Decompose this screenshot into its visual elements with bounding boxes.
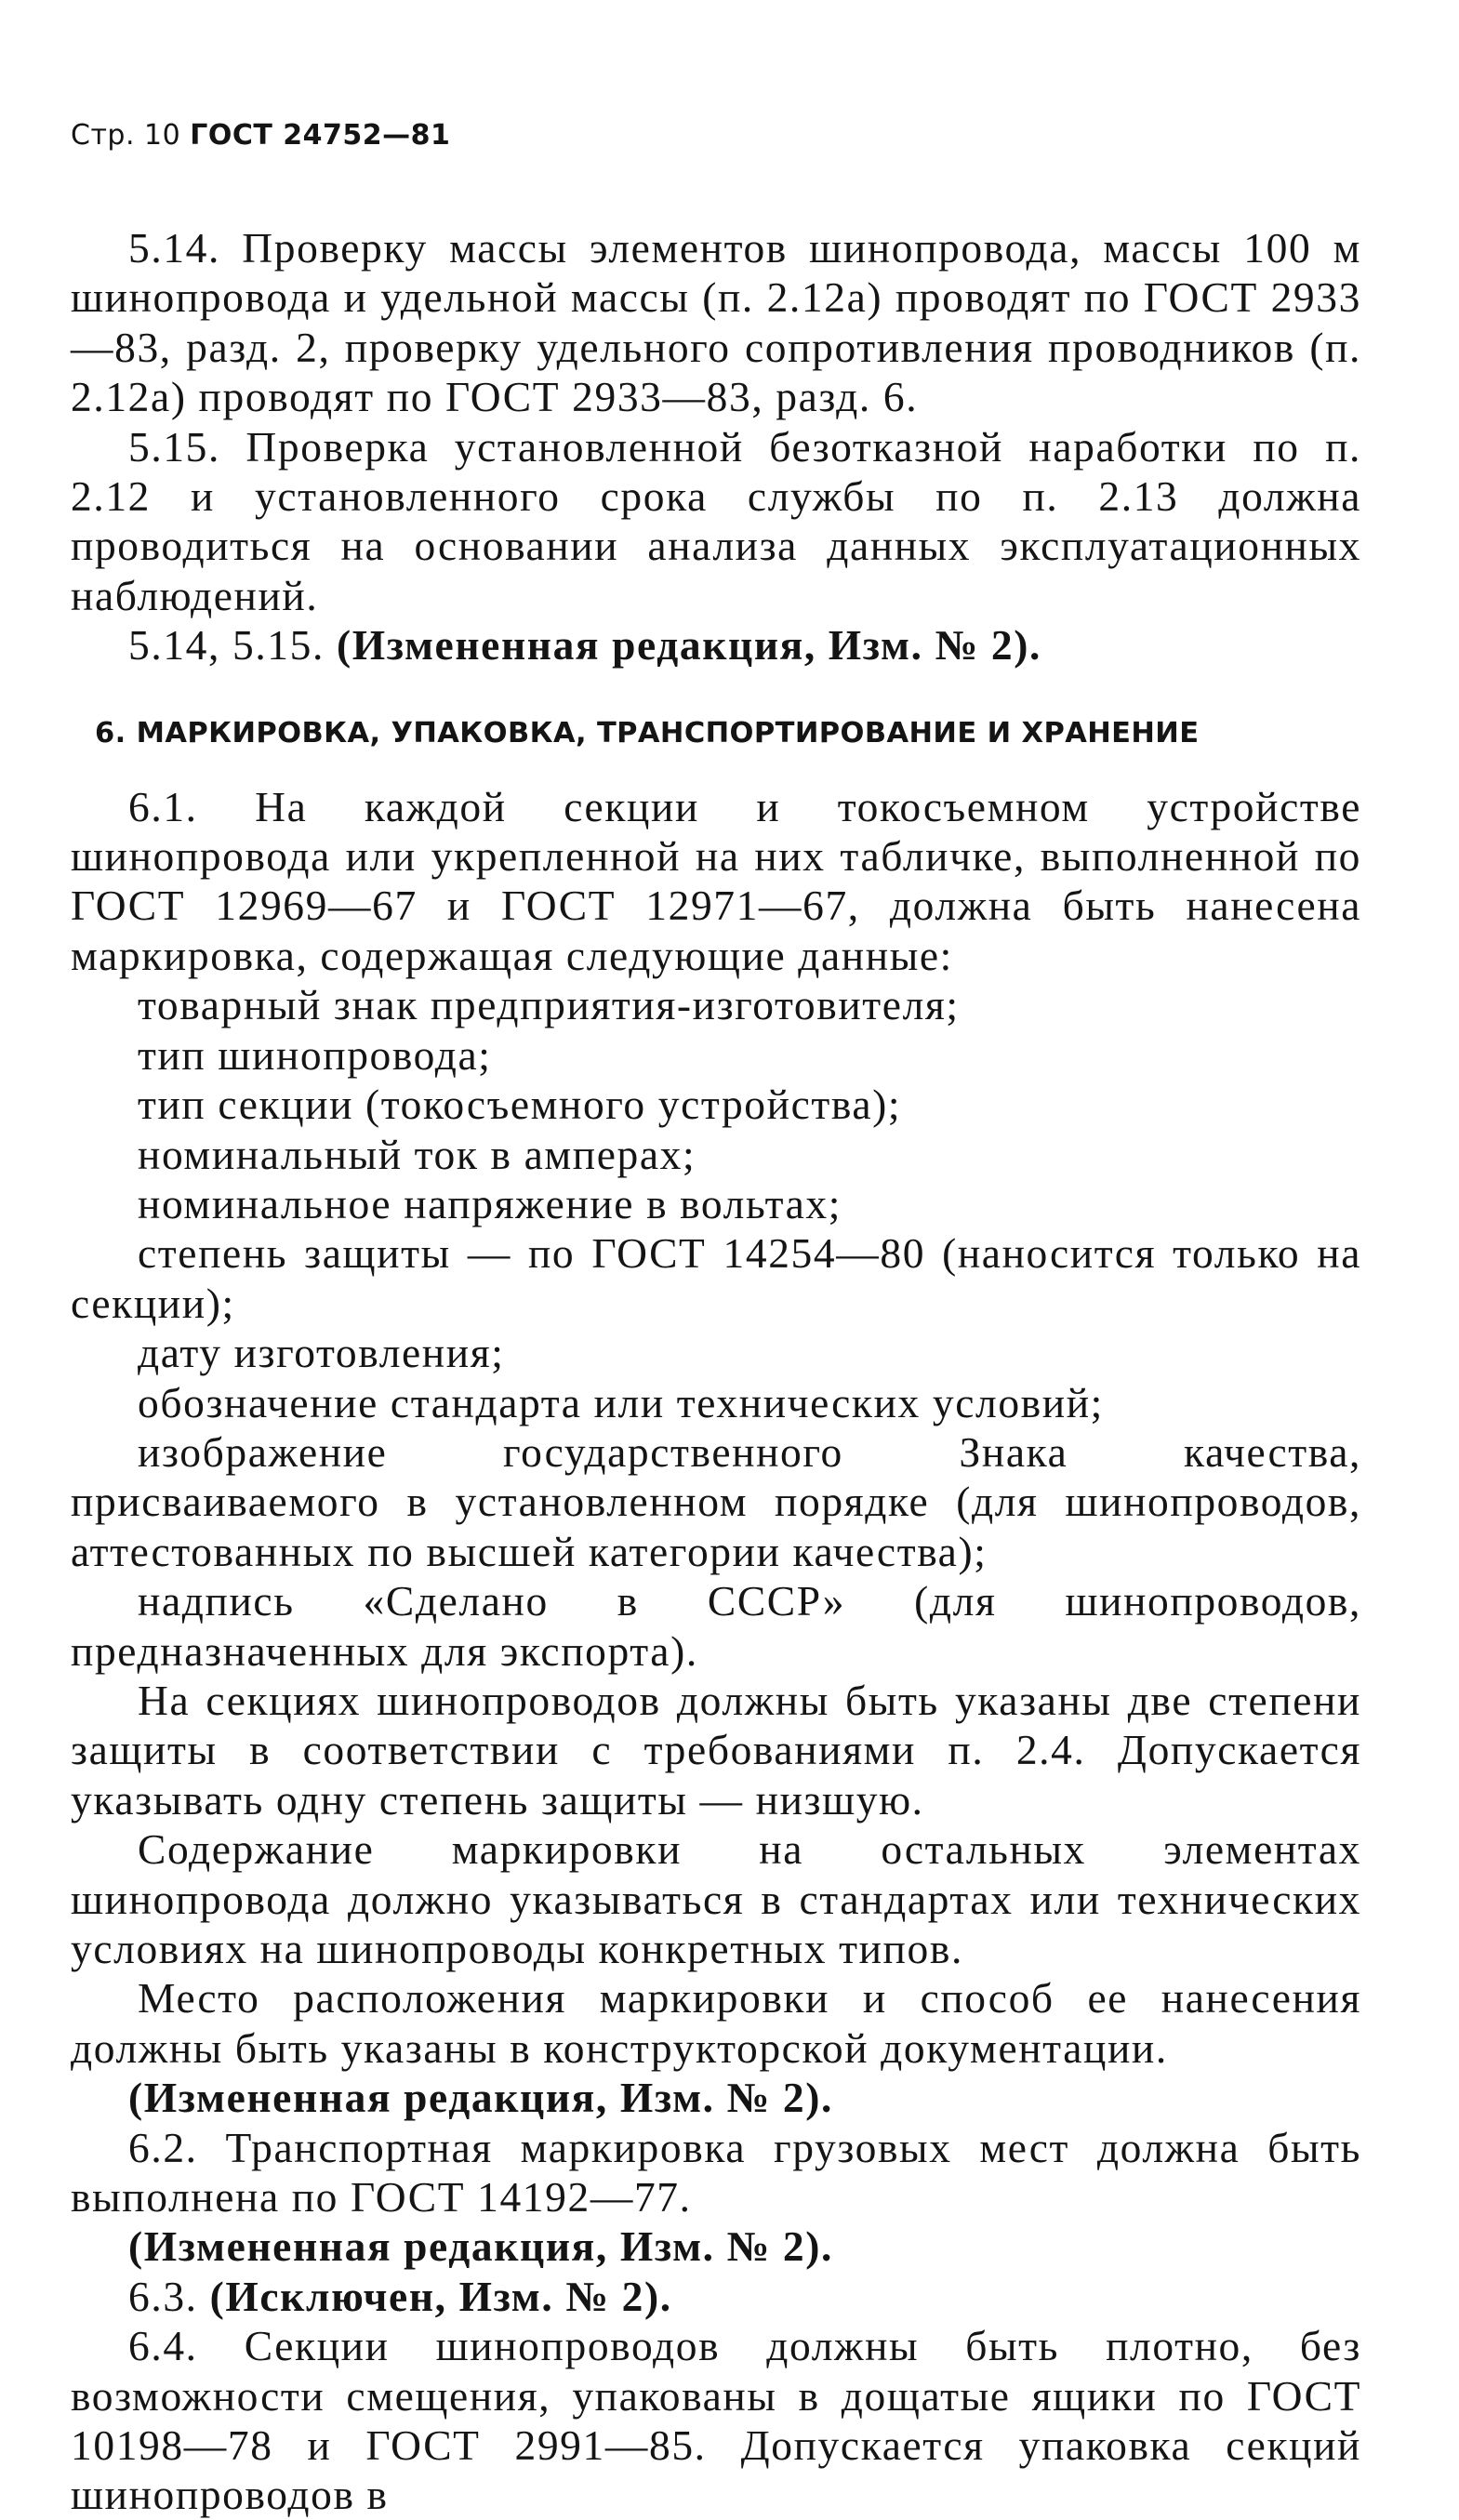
list-item: товарный знак предприятия-изготовителя; [138,981,960,1029]
paragraph-6-1: 6.1. На каждой секции и токосъемном устройстве шинопровода или укрепленной на них табличке, выполненной по ГОСТ 12969—67 и ГОСТ 12971—67, должна быть нанесена маркировка, содержащая следующие данные: [71,782,1361,979]
list-item: тип шинопровода; [138,1030,492,1079]
paragraph-6-1-protection: На секциях шинопроводов должны быть указаны две степени защиты в соответствии с требованиями п. 2.4. Допускается указывать одну степень защиты — низшую. [71,1676,1361,1824]
note-bold: (Исключен, Изм. № 2). [209,2272,672,2320]
page-header [71,119,450,152]
paragraph-6-4: 6.4. Секции шинопроводов должны быть плотно, без возможности смещения, упакованы в дощатые ящики по ГОСТ 10198—78 и ГОСТ 2991—85. Допускается упаковка секций шинопроводов в [71,2322,1361,2519]
list-item: обозначение стандарта или технических условий; [138,1378,1104,1426]
standard-number: ГОСТ 24752—81 [190,119,451,152]
page-number: Стр. 10 [71,119,181,152]
list-item: номинальный ток в амперах; [138,1130,696,1178]
amendment-note-6-2 [71,2222,1361,2271]
note-bold: (Измененная редакция, Изм. № 2). [128,2222,833,2271]
paragraph-6-1-location: Место расположения маркировки и способ ее нанесения должны быть указаны в конструкторской документации. [71,1974,1361,2072]
document-body [71,223,1361,2520]
list-item: дату изготовления; [138,1329,505,1377]
note-bold: (Измененная редакция, Изм. № 2). [336,621,1041,670]
amendment-note-6-1 [71,2073,1361,2122]
paragraph-5-15: 5.15. Проверка установленной безотказной наработки по п. 2.12 и установленного срока службы по п. 2.13 должна проводиться на основании анализа данных эксплуатационных наблюдений. [71,422,1361,619]
list-item: тип секции (токосъемного устройства); [138,1081,902,1129]
paragraph-5-14: 5.14. Проверку массы элементов шинопровода, массы 100 м шинопровода и удельной массы (п. 2.12а) проводят по ГОСТ 2933—83, разд. 2, проверку удельного сопротивления проводников (п. 2.12а) проводят по ГОСТ 2933—83, разд. 6. [71,224,1361,421]
list-item: степень защиты — по ГОСТ 14254—80 (наносится только на секции); [71,1229,1361,1327]
note-prefix: 5.14, 5.15. [128,621,325,670]
list-item: изображение государственного Знака качества, присваиваемого в установленном порядке (для шинопроводов, аттестованных по высшей категории качества); [71,1427,1361,1575]
section-heading-6: 6. МАРКИРОВКА, УПАКОВКА, ТРАНСПОРТИРОВАНИЕ И ХРАНЕНИЕ [95,716,1200,749]
paragraph-6-3 [71,2272,1361,2321]
list-item: надпись «Сделано в СССР» (для шинопроводов, предназначенных для экспорта). [71,1577,1361,1675]
paragraph-6-1-content: Содержание маркировки на остальных элементах шинопровода должно указываться в стандартах или технических условиях на шинопроводы конкретных типов. [71,1825,1361,1972]
list-item: номинальное напряжение в вольтах; [138,1179,842,1227]
note-bold: (Измененная редакция, Изм. № 2). [128,2074,833,2122]
note-prefix: 6.3. [128,2272,198,2320]
amendment-note-5-14-5-15 [71,620,1361,670]
paragraph-6-2: 6.2. Транспортная маркировка грузовых мест должна быть выполнена по ГОСТ 14192—77. [71,2123,1361,2222]
